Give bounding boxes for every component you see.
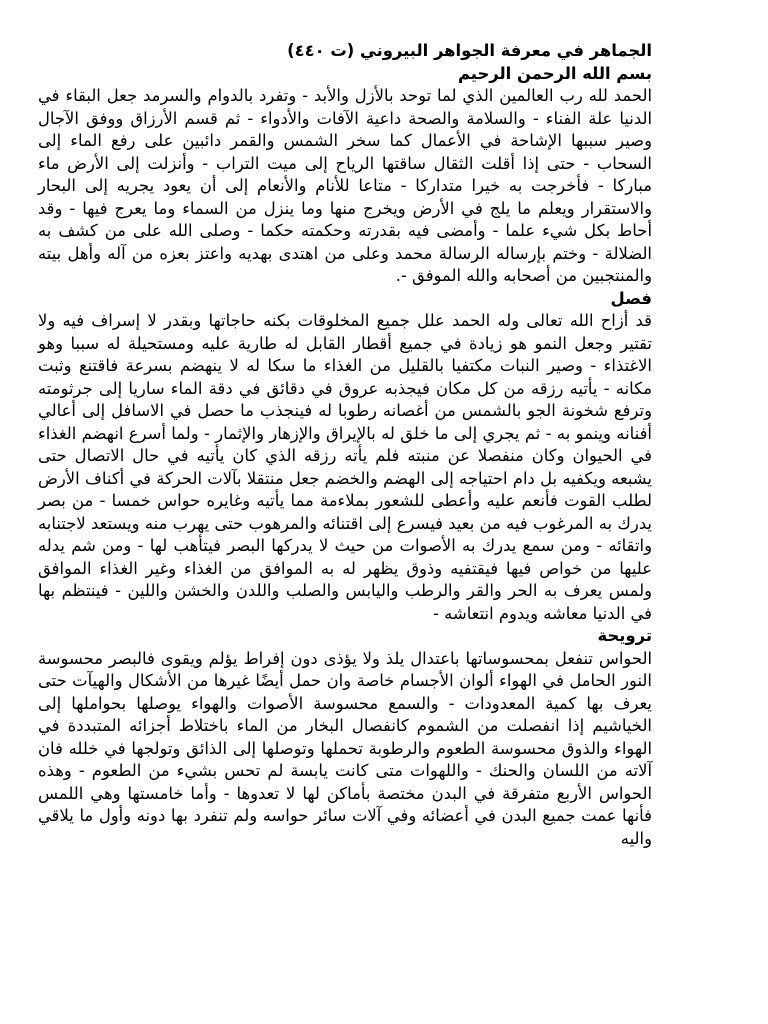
document-page [38, 40, 652, 850]
section-paragraph-tarwiha: الحواس تنفعل بمحسوساتها باعتدال يلذ ولا يؤذى دون إفراط يؤلم ويقوى فالبصر محسوسة النور الحامل في الهواء ألوان الأجسام خاصة وان حمل أيضًا غيرها من الأشكال والهيآت حتى يعرف بها كمية المعدودات - والسمع محسوسة الأصوات والهواء يوصلها بحواملها إلى الخياشيم إذا انفصلت من الشموم كانفصال البخار من الماء باختلاط أجزائه المتبددة في الهواء والذوق محسوسة الطعوم والرطوبة تحملها وتوصلها إلى الذائق وتولجها في خلله فان آلاته من اللسان والحنك - واللهوات متى كانت يابسة لم تحس بشيء من الطعوم - وهذه الحواس الأربع متفرقة في البدن مختصة بأماكن لها لا تعدوها - وأما خامستها وهي اللمس فأنها عمت جميع البدن في أعضائه وفي آلات سائر حواسه ولم تنفرد بها دونه وأول ما يلاقي واليه [38, 648, 652, 848]
intro-paragraph: الحمد لله رب العالمين الذي لما توحد بالأزل والأبد - وتفرد بالدوام والسرمد جعل البقاء في الدنيا علة الفناء - والسلامة والصحة داعية الآفات والأدواء - ثم قسم الأرزاق ووفق الآجال وصير سببها الإشاحة في الأعمال كما سخر الشمس والقمر دائبين على رفع الماء إلى السحاب - حتى إذا أقلت الثقال ساقتها الرياح إلى ميت التراب - وأنزلت إلى الأرض ماء مباركا - فأخرجت به خيرا متداركا - متاعا للأنام والأنعام إلى أن يعود يجريه إلى البحار والاستقرار ويعلم ما يلج في الأرض ويخرج منها وما ينزل من السماء وما يعرج فيها - وقد أحاط بكل شيء علما - وأمضى فيه بقدرته وحكمته حكما - وصلى الله على من كشف به الضلالة - وختم بإرساله الرسالة محمد وعلى من اهتدى بهديه واعتز بعزه من آله وأهل بيته والمنتجبين من أصحابه والله الموفق -. [38, 86, 652, 285]
section-paragraph-fasl: قد أزاح الله تعالى وله الحمد علل جميع المخلوقات بكنه حاجاتها وبقدر لا إسراف فيه ولا تقتير وجعل النمو هو زيادة في جميع أقطار القابل له طارية عليه ومستحيلة له سببا وهو الاغتذاء - وصير النبات مكتفيا بالقليل من الغذاء ما سكا له لا ينهضم بسرعة فاقتنع وثبت مكانه - يأتيه رزقه من كل مكان فيجذبه عروق في دقائق في دقة الماء ساريا إلى جرثومته وترفع شخونة الجو بالشمس من أغصانه رطوبا له فينجذب ما حصل في الاسافل إلى أعالي أفنانه وينمو به - ثم يجري إلى ما خلق له بالإيراق والإزهار والإثمار - ولما أسرع انهضم الغذاء في الحيوان وكان منفصلا عن منبته فلم يأته رزقه الذي كان يأتيه في حال الاتصال حتى يشبعه ويكفيه بل دام احتياجه إلى الهضم والخضم جعل منتقلا بآلات الحركة في أكناف الأرض لطلب القوت فأنعم عليه وأعطى للشعور بملاءمة مما يأتيه وغايره حواس خمسا - من بصر يدرك به المرغوب فيه من بعيد فيسرع إلى اقتنائه والمرهوب حتى يهرب منه ويستعد لاجتنابه واتقائه - ومن سمع يدرك به الأصوات من حيث لا يدركها البصر فيتأهب لها - ومن شم يدله عليها من خواص فيها فيقتفيه وذوق يظهر له به الموافق من الغذاء وغير الغذاء الموافق ولمس يعرف به الحر والقر والرطب واليابس والصلب واللدن والخشن واللين - فينتظم بها في الدنيا معاشه ويدوم انتعاشه - [38, 311, 652, 623]
basmala-heading: بسم الله الرحمن الرحيم [457, 63, 652, 83]
document-title: الجماهر في معرفة الجواهر البيروني (ت ٤٤٠) [287, 41, 652, 60]
section-heading-tarwiha: ترويحة [597, 626, 652, 645]
section-heading-fasl: فصل [610, 288, 652, 308]
